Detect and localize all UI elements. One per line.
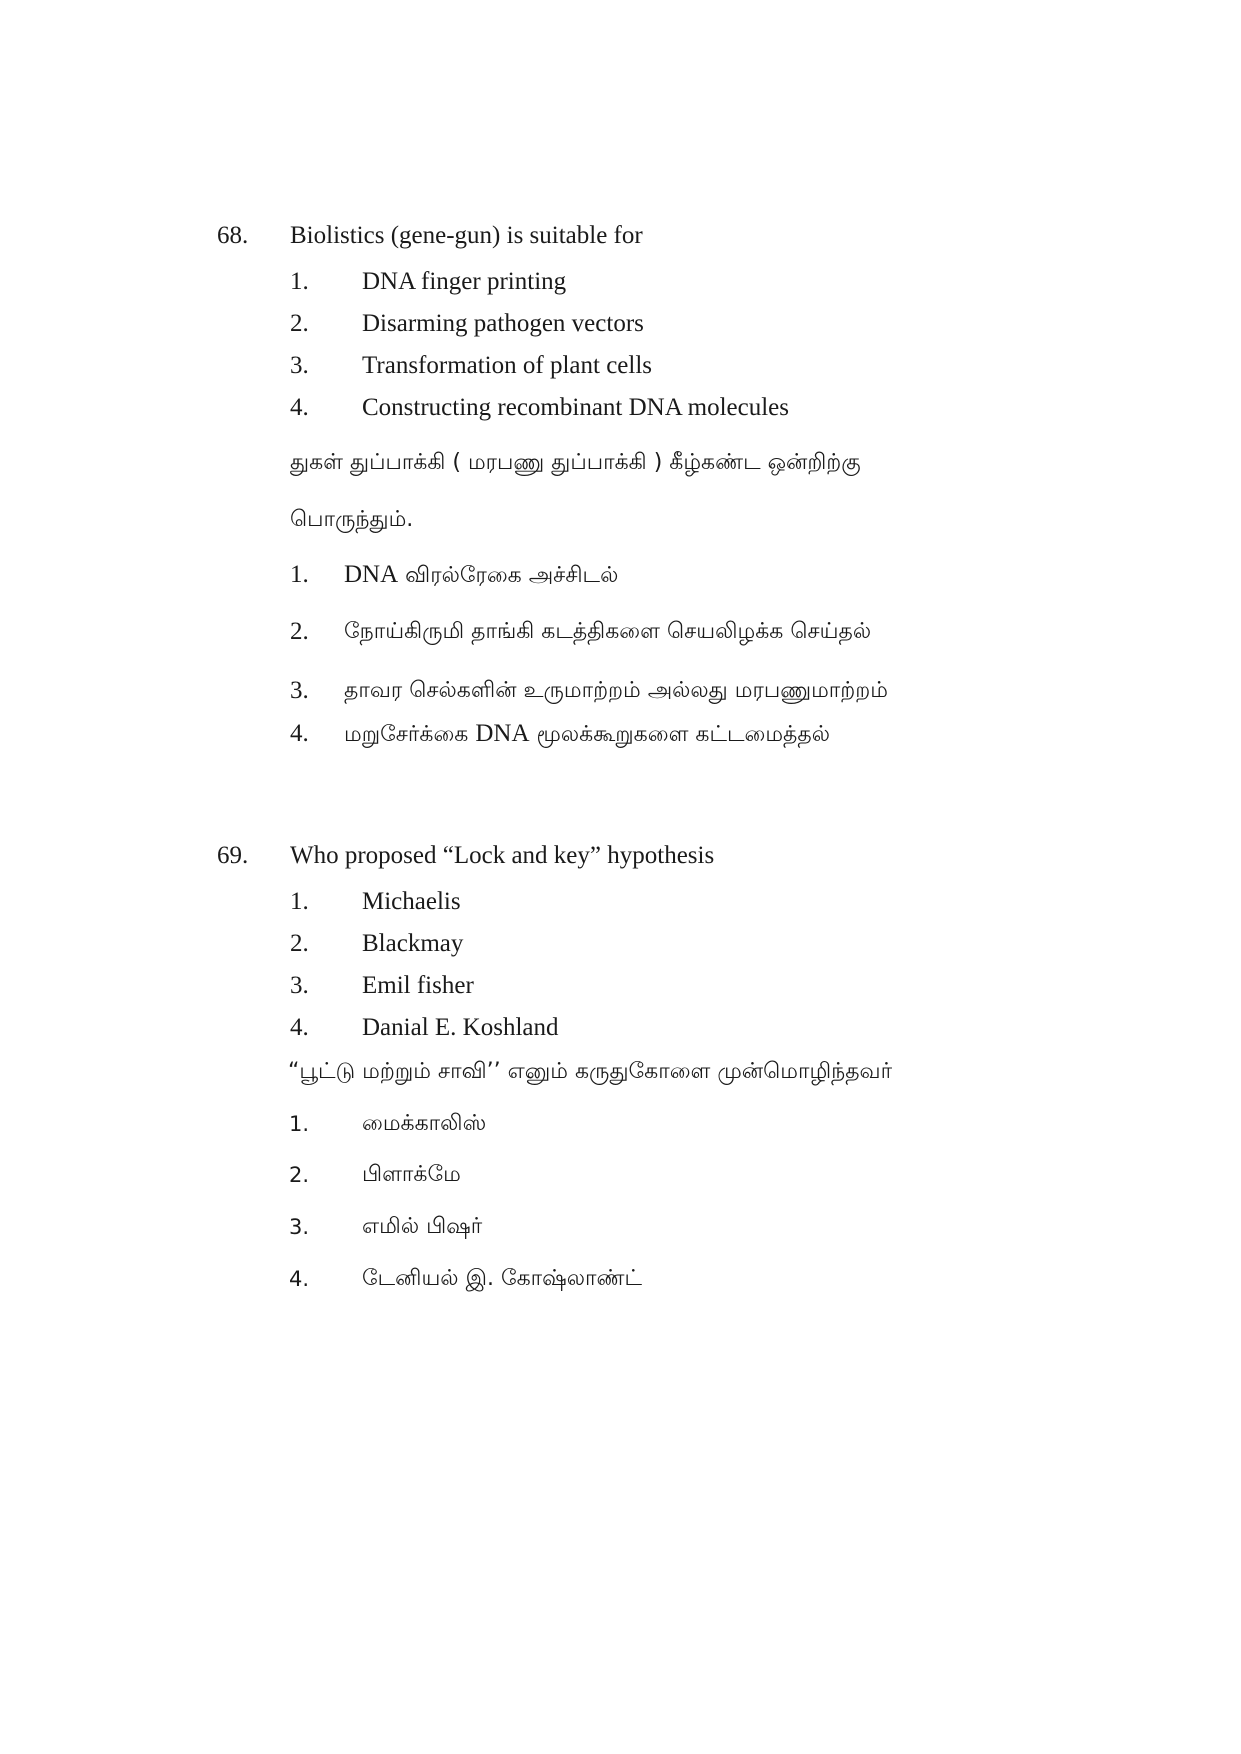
option-number: 3. [290, 677, 309, 704]
question-text-english: Biolistics (gene-gun) is suitable for [290, 222, 643, 249]
option-number: 2. [289, 1163, 310, 1187]
option-text-after: மூலக்கூறுகளை கட்டமைத்தல் [536, 722, 830, 747]
option-number: 2. [290, 310, 309, 337]
question-text-tamil: துகள் துப்பாக்கி ( மரபணு துப்பாக்கி ) கீழ்கண்ட ஒன்றிற்கு [290, 450, 861, 475]
question-number: 68. [217, 222, 249, 249]
option-number: 1. [290, 888, 309, 915]
option-text [344, 719, 830, 750]
option-text: Emil fisher [362, 972, 474, 999]
question-text-tamil-line2: பொருந்தும். [290, 507, 414, 532]
option-number: 4. [290, 720, 309, 747]
option-text: Transformation of plant cells [362, 352, 653, 379]
option-text: தாவர செல்களின் உருமாற்றம் அல்லது மரபணுமாற்றம் [344, 678, 888, 703]
option-text: Danial E. Koshland [362, 1014, 559, 1041]
option-text: டேனியல் இ. கோஷ்லாண்ட் [362, 1266, 643, 1291]
option-number: 2. [290, 930, 309, 957]
option-number: 3. [290, 972, 309, 999]
option-text [344, 560, 618, 591]
option-text: Disarming pathogen vectors [362, 310, 644, 337]
option-number: 3. [290, 352, 309, 379]
option-text: Michaelis [362, 888, 461, 915]
option-number: 1. [289, 1112, 310, 1136]
question-number: 69. [217, 842, 249, 869]
option-number: 4. [290, 1014, 309, 1041]
option-number: 4. [290, 394, 309, 421]
question-text-tamil: “பூட்டு மற்றும் சாவி’’ எனும் கருதுகோளை முன்மொழிந்தவர் [288, 1059, 893, 1084]
option-text-tamil: விரல்ரேகை அச்சிடல் [405, 563, 619, 588]
option-text: Blackmay [362, 930, 464, 957]
option-text: மைக்காலிஸ் [362, 1111, 487, 1136]
option-text: Constructing recombinant DNA molecules [362, 394, 790, 421]
option-text: எமில் பிஷர் [362, 1214, 483, 1239]
option-number: 3. [289, 1215, 310, 1239]
option-inline-latin: DNA [344, 561, 399, 588]
question-text-english: Who proposed “Lock and key” hypothesis [290, 842, 715, 869]
option-number: 1. [290, 268, 309, 295]
option-text-before: மறுசேர்க்கை [344, 722, 469, 747]
option-number: 2. [290, 618, 309, 645]
option-number: 4. [289, 1267, 310, 1291]
option-number: 1. [290, 561, 309, 588]
option-text: DNA finger printing [362, 268, 567, 295]
option-inline-latin: DNA [475, 720, 530, 747]
option-text: நோய்கிருமி தாங்கி கடத்திகளை செயலிழக்க செய்தல் [344, 619, 872, 644]
option-text: பிளாக்மே [362, 1162, 461, 1187]
